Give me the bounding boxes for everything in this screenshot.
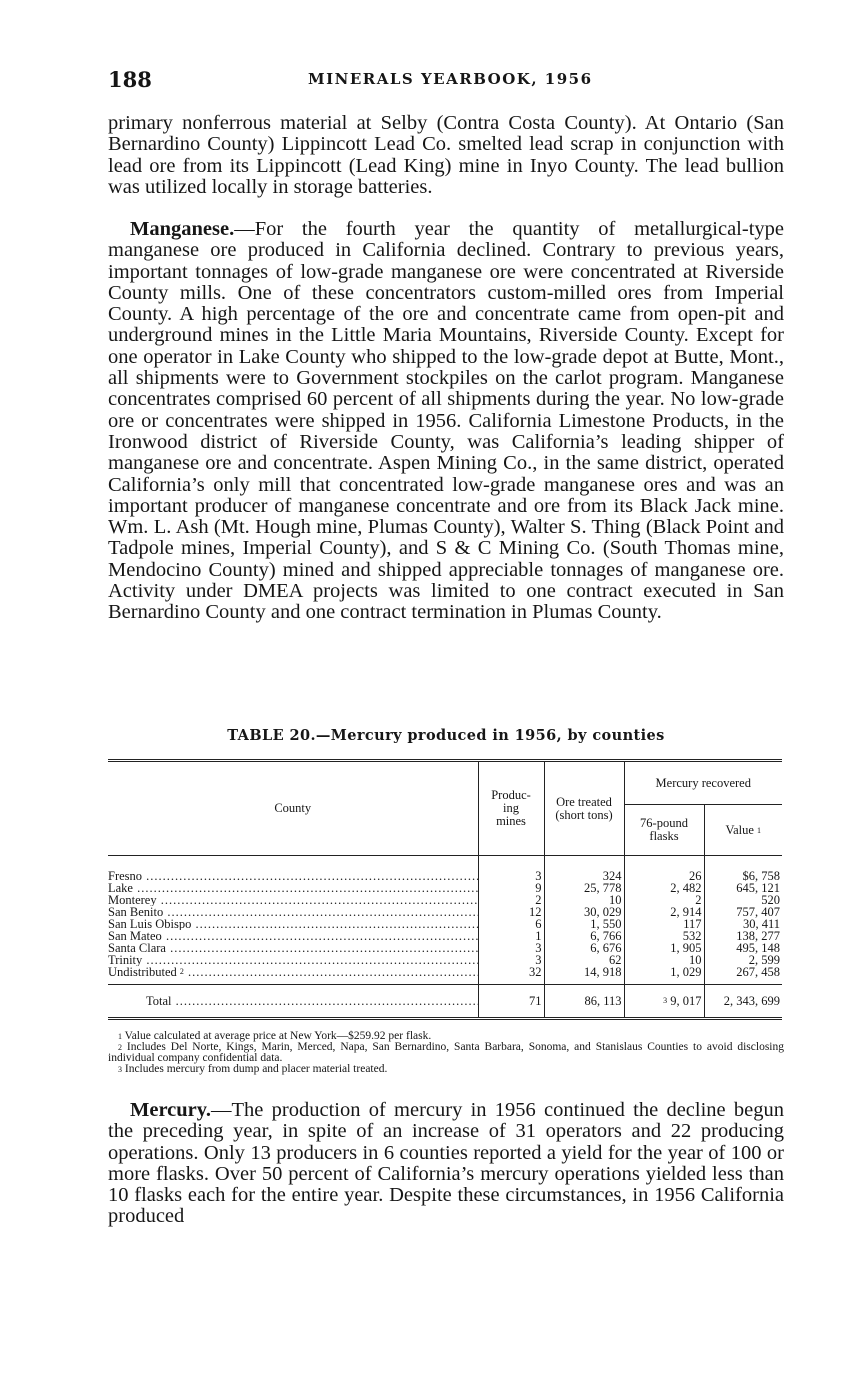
flasks-cell: 532 (624, 930, 704, 942)
ore-cell: 6, 766 (544, 930, 624, 942)
value-cell: 520 (704, 894, 782, 906)
total-label-cell (108, 985, 478, 1019)
col-header-ore-treated-label: Ore treated (short tons) (555, 794, 613, 822)
paragraph-mercury (108, 1100, 784, 1228)
county-name: Undistributed $^2$ ..... (108, 966, 478, 979)
county-name: Monterey ..... (108, 894, 478, 906)
footnote-text: Includes Del Norte, Kings, Marin, Merced, Napa, San Bernardino, Santa Barbara, Sonoma, and Stanislaus Counties to avoid disclosing individual company confidential data. (108, 1041, 784, 1064)
footnote-mark: 3 (118, 1065, 122, 1074)
county-cell (108, 966, 478, 985)
county-cell (108, 930, 478, 942)
county-name: San Luis Obispo ..... (108, 918, 478, 930)
table-row (108, 882, 782, 894)
table-row (108, 894, 782, 906)
ore-cell: 6, 676 (544, 942, 624, 954)
total-mines: 71 (478, 985, 544, 1019)
flasks-cell: 2, 482 (624, 882, 704, 894)
total-flasks-cell (624, 985, 704, 1019)
footnote (108, 1064, 784, 1075)
value-cell: 267, 458 (704, 966, 782, 985)
county-cell (108, 894, 478, 906)
table-row (108, 954, 782, 966)
footnote-text: Includes mercury from dump and placer material treated. (124, 1063, 388, 1075)
value-cell: 30, 411 (704, 918, 782, 930)
county-cell (108, 882, 478, 894)
table-row (108, 930, 782, 942)
total-row (108, 985, 782, 1019)
table-row (108, 966, 782, 985)
mines-cell: 32 (478, 966, 544, 985)
mines-cell: 9 (478, 882, 544, 894)
col-header-flasks-label: 76-pound flasks (640, 816, 688, 843)
value-cell: 495, 148 (704, 942, 782, 954)
col-header-county: County (108, 761, 478, 856)
county-cell (108, 954, 478, 966)
ore-cell: 10 (544, 894, 624, 906)
mines-cell: 3 (478, 942, 544, 954)
paragraph-manganese (108, 219, 784, 624)
mercury-body: —The production of mercury in 1956 continued the decline begun the preceding year, in spite of an increase of 31 operators and 22 producing operations. Only 13 producers in 6 counties reported a yield for the year of 100 or more flasks. Over 50 percent of California’s mercury operations yielded less than 10 flasks each for the entire year. Despite these circumstances, in 1956 California produced (108, 1099, 784, 1228)
total-ore: 86, 113 (544, 985, 624, 1019)
mercury-table-wrap (108, 759, 782, 1020)
mines-cell: 2 (478, 894, 544, 906)
col-header-producing-mines (478, 761, 544, 856)
mines-cell: 3 (478, 856, 544, 883)
mines-cell: 6 (478, 918, 544, 930)
total-label: Total ..... (146, 994, 478, 1008)
col-header-value-label: Value (725, 822, 754, 837)
mines-cell: 3 (478, 954, 544, 966)
col-header-flasks (624, 805, 704, 856)
flasks-cell: 2 (624, 894, 704, 906)
manganese-heading: Manganese. (130, 218, 235, 240)
mercury-heading: Mercury. (130, 1099, 212, 1121)
col-header-mercury-recovered: Mercury recovered (624, 761, 782, 805)
value-cell: 757, 407 (704, 906, 782, 918)
county-name: San Benito ..... (108, 906, 478, 918)
county-name: Santa Clara ..... (108, 942, 478, 954)
table-footnotes (108, 1031, 784, 1075)
value-footnote-mark: 1 (757, 825, 762, 835)
total-flasks-footnote-mark: 3 (663, 996, 668, 1005)
ore-cell: 30, 029 (544, 906, 624, 918)
ore-cell: 25, 778 (544, 882, 624, 894)
footnote-mark: 1 (118, 1032, 122, 1041)
mercury-table (108, 759, 782, 1020)
mines-cell: 12 (478, 906, 544, 918)
ore-cell: 1, 550 (544, 918, 624, 930)
flasks-cell: 26 (624, 856, 704, 883)
county-cell (108, 942, 478, 954)
running-title: MINERALS YEARBOOK, 1956 (308, 70, 593, 88)
table-body (108, 856, 782, 985)
county-name: San Mateo ..... (108, 930, 478, 942)
flasks-cell: 117 (624, 918, 704, 930)
running-head (108, 67, 784, 91)
county-name: Fresno ..... (108, 869, 478, 882)
table-row (108, 856, 782, 883)
ore-cell: 62 (544, 954, 624, 966)
footnote-mark: 2 (118, 1043, 122, 1052)
manganese-body: —For the fourth year the quantity of metallurgical-type manganese ore produced in California declined. Contrary to previous years, important tonnages of low-grade manganese ore were concentrated at Riverside County mills. One of these concentrators custom-milled ores from Imperial County. A high percentage of the ore and concentrate came from open-pit and underground mines in the Little Maria Mountains, Riverside County. Except for one operator in Lake County who shipped to the low-grade depot at Butte, Mont., all shipments were to Government stockpiles on the carlot program. Manganese concentrates comprised 60 percent of all shipments during the year. No low-grade ore or concentrates were shipped in 1956. California Limestone Products, in the Ironwood district of Riverside County, was California’s leading shipper of manganese ore and concentrate. Aspen Mining Co., in the same district, operated California’s only mill that concentrated low-grade manganese ores and was an important producer of manganese concentrate and ore from its Black Jack mine. Wm. L. Ash (Mt. Hough mine, Plumas County), Walter S. Thing (Black Point and Tadpole mines, Imperial County), and S & C Mining Co. (South Thomas mine, Mendocino County) mined and shipped appreciable tonnages of manganese ore. Activity under DMEA projects was limited to one contract executed in San Bernardino County and one contract termination in Plumas County. (108, 218, 784, 624)
flasks-cell: 10 (624, 954, 704, 966)
col-header-ore-treated (544, 761, 624, 856)
paragraph-lead-continuation: primary nonferrous material at Selby (Contra Costa County). At Ontario (San Bernardino County) Lippincott Lead Co. smelted lead scrap in conjunction with lead ore from its Lippincott (Lead King) mine in Inyo County. The lead bullion was utilized locally in storage batteries. (108, 112, 784, 198)
value-cell: 138, 277 (704, 930, 782, 942)
total-flasks: 9, 017 (670, 994, 702, 1008)
county-cell (108, 918, 478, 930)
footnote (108, 1042, 784, 1064)
flasks-cell: 1, 905 (624, 942, 704, 954)
table-title: TABLE 20.—Mercury produced in 1956, by counties (227, 727, 665, 744)
flasks-cell: 2, 914 (624, 906, 704, 918)
flasks-cell: 1, 029 (624, 966, 704, 985)
county-name: Trinity ..... (108, 954, 478, 966)
county-name: Lake ..... (108, 882, 478, 894)
ore-cell: 14, 918 (544, 966, 624, 985)
ore-cell: 324 (544, 856, 624, 883)
footnote-text: Value calculated at average price at New York—$259.92 per flask. (124, 1030, 432, 1042)
table-row (108, 906, 782, 918)
col-header-value (704, 805, 782, 856)
undistributed-footnote-mark: 2 (179, 967, 184, 976)
col-header-producing-mines-label: Produc- ing mines (491, 788, 531, 828)
value-cell: $6, 758 (704, 856, 782, 883)
county-cell (108, 906, 478, 918)
value-cell: 2, 599 (704, 954, 782, 966)
mines-cell: 1 (478, 930, 544, 942)
page-number: 188 (108, 67, 152, 92)
value-cell: 645, 121 (704, 882, 782, 894)
county-cell (108, 856, 478, 883)
table-row (108, 918, 782, 930)
total-value: 2, 343, 699 (704, 985, 782, 1019)
table-row (108, 942, 782, 954)
